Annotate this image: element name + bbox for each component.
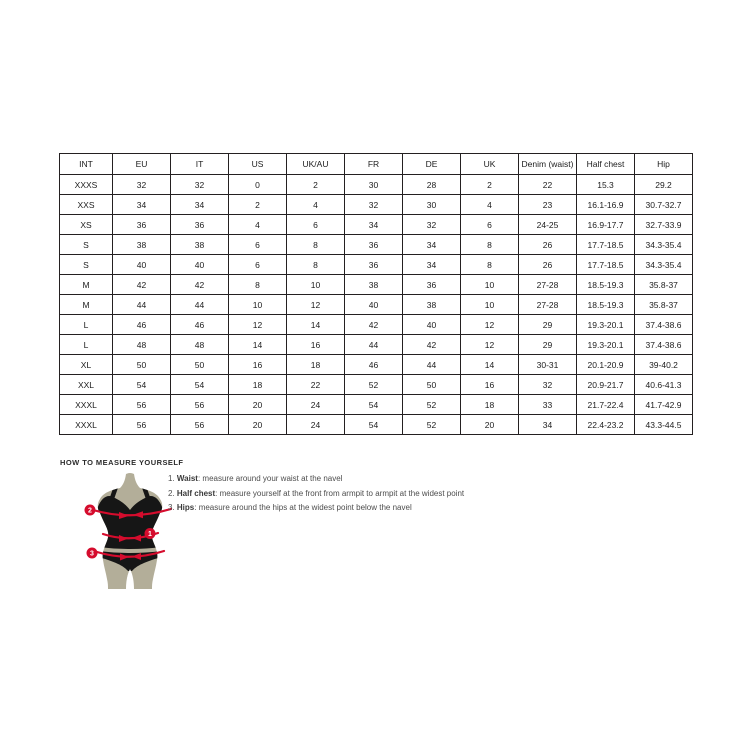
step-number: 3. bbox=[168, 503, 177, 512]
size-value-cell: 10 bbox=[461, 275, 519, 295]
size-value-cell: 44 bbox=[171, 295, 229, 315]
table-row bbox=[60, 195, 693, 215]
size-value-cell: 46 bbox=[345, 355, 403, 375]
size-value-cell: 14 bbox=[229, 335, 287, 355]
table-row bbox=[60, 315, 693, 335]
size-label-cell: XXL bbox=[60, 375, 113, 395]
table-row bbox=[60, 335, 693, 355]
badge-half-chest bbox=[85, 505, 96, 516]
size-value-cell: 29 bbox=[519, 315, 577, 335]
size-value-cell: 22 bbox=[287, 375, 345, 395]
size-value-cell: 8 bbox=[461, 235, 519, 255]
size-value-cell: 34.3-35.4 bbox=[635, 235, 693, 255]
size-chart-table bbox=[59, 153, 693, 435]
size-label-cell: S bbox=[60, 235, 113, 255]
size-label-cell: XXXL bbox=[60, 415, 113, 435]
size-value-cell: 21.7-22.4 bbox=[577, 395, 635, 415]
step-label: Half chest bbox=[176, 488, 216, 498]
size-value-cell: 50 bbox=[403, 375, 461, 395]
size-label-cell: XL bbox=[60, 355, 113, 375]
size-value-cell: 36 bbox=[403, 275, 461, 295]
size-value-cell: 54 bbox=[113, 375, 171, 395]
size-value-cell: 12 bbox=[287, 295, 345, 315]
size-value-cell: 18 bbox=[461, 395, 519, 415]
table-row bbox=[60, 235, 693, 255]
column-header: Denim (waist) bbox=[519, 154, 577, 175]
size-value-cell: 15.3 bbox=[577, 175, 635, 195]
size-value-cell: 23 bbox=[519, 195, 577, 215]
step-text: : measure around the hips at the widest point below the navel bbox=[194, 503, 412, 512]
size-label-cell: S bbox=[60, 255, 113, 275]
size-label-cell: XXXS bbox=[60, 175, 113, 195]
size-value-cell: 24 bbox=[287, 395, 345, 415]
size-value-cell: 44 bbox=[113, 295, 171, 315]
size-value-cell: 10 bbox=[287, 275, 345, 295]
size-value-cell: 2 bbox=[287, 175, 345, 195]
column-header: Hip bbox=[635, 154, 693, 175]
size-label-cell: L bbox=[60, 315, 113, 335]
size-value-cell: 40.6-41.3 bbox=[635, 375, 693, 395]
size-label-cell: M bbox=[60, 275, 113, 295]
size-value-cell: 22 bbox=[519, 175, 577, 195]
size-value-cell: 10 bbox=[229, 295, 287, 315]
size-value-cell: 12 bbox=[461, 335, 519, 355]
size-value-cell: 4 bbox=[287, 195, 345, 215]
size-value-cell: 16.9-17.7 bbox=[577, 215, 635, 235]
measure-step bbox=[168, 474, 464, 483]
size-value-cell: 39-40.2 bbox=[635, 355, 693, 375]
size-value-cell: 50 bbox=[171, 355, 229, 375]
size-value-cell: 20 bbox=[229, 415, 287, 435]
size-value-cell: 17.7-18.5 bbox=[577, 255, 635, 275]
size-value-cell: 12 bbox=[461, 315, 519, 335]
size-value-cell: 34 bbox=[171, 195, 229, 215]
step-text: : measure yourself at the front from armpit to armpit at the widest point bbox=[215, 488, 465, 498]
size-chart-body bbox=[60, 175, 693, 435]
size-value-cell: 41.7-42.9 bbox=[635, 395, 693, 415]
size-value-cell: 56 bbox=[171, 415, 229, 435]
badge-waist-number: 1 bbox=[148, 531, 152, 539]
size-value-cell: 32.7-33.9 bbox=[635, 215, 693, 235]
column-header: EU bbox=[113, 154, 171, 175]
size-value-cell: 18.5-19.3 bbox=[577, 275, 635, 295]
size-value-cell: 48 bbox=[171, 335, 229, 355]
column-header: FR bbox=[345, 154, 403, 175]
size-value-cell: 34 bbox=[113, 195, 171, 215]
size-value-cell: 37.4-38.6 bbox=[635, 335, 693, 355]
size-value-cell: 32 bbox=[113, 175, 171, 195]
size-value-cell: 35.8-37 bbox=[635, 275, 693, 295]
size-value-cell: 36 bbox=[345, 235, 403, 255]
size-value-cell: 2 bbox=[229, 195, 287, 215]
size-value-cell: 20.1-20.9 bbox=[577, 355, 635, 375]
size-value-cell: 56 bbox=[113, 395, 171, 415]
size-value-cell: 6 bbox=[229, 255, 287, 275]
size-value-cell: 36 bbox=[345, 255, 403, 275]
size-value-cell: 10 bbox=[461, 295, 519, 315]
size-value-cell: 40 bbox=[113, 255, 171, 275]
size-value-cell: 17.7-18.5 bbox=[577, 235, 635, 255]
size-value-cell: 52 bbox=[403, 395, 461, 415]
size-value-cell: 33 bbox=[519, 395, 577, 415]
size-label-cell: L bbox=[60, 335, 113, 355]
size-value-cell: 4 bbox=[229, 215, 287, 235]
table-row bbox=[60, 255, 693, 275]
size-value-cell: 30-31 bbox=[519, 355, 577, 375]
column-header: IT bbox=[171, 154, 229, 175]
size-value-cell: 18.5-19.3 bbox=[577, 295, 635, 315]
column-header: INT bbox=[60, 154, 113, 175]
size-value-cell: 4 bbox=[461, 195, 519, 215]
size-value-cell: 27-28 bbox=[519, 295, 577, 315]
size-value-cell: 42 bbox=[345, 315, 403, 335]
size-value-cell: 28 bbox=[403, 175, 461, 195]
table-row bbox=[60, 175, 693, 195]
size-value-cell: 44 bbox=[345, 335, 403, 355]
size-value-cell: 36 bbox=[113, 215, 171, 235]
size-value-cell: 18 bbox=[229, 375, 287, 395]
size-value-cell: 24 bbox=[287, 415, 345, 435]
table-row bbox=[60, 295, 693, 315]
size-value-cell: 42 bbox=[171, 275, 229, 295]
size-value-cell: 29.2 bbox=[635, 175, 693, 195]
step-text: : measure around your waist at the navel bbox=[197, 474, 343, 483]
size-value-cell: 2 bbox=[461, 175, 519, 195]
size-value-cell: 48 bbox=[113, 335, 171, 355]
size-value-cell: 34.3-35.4 bbox=[635, 255, 693, 275]
size-value-cell: 20 bbox=[461, 415, 519, 435]
measure-step bbox=[168, 503, 464, 512]
size-value-cell: 8 bbox=[461, 255, 519, 275]
step-label: Hips bbox=[176, 503, 195, 512]
size-value-cell: 34 bbox=[403, 235, 461, 255]
size-value-cell: 30 bbox=[345, 175, 403, 195]
size-value-cell: 36 bbox=[171, 215, 229, 235]
size-value-cell: 54 bbox=[171, 375, 229, 395]
size-value-cell: 40 bbox=[403, 315, 461, 335]
size-value-cell: 32 bbox=[345, 195, 403, 215]
size-value-cell: 40 bbox=[171, 255, 229, 275]
size-value-cell: 19.3-20.1 bbox=[577, 315, 635, 335]
measure-step bbox=[168, 489, 464, 498]
size-value-cell: 26 bbox=[519, 255, 577, 275]
size-value-cell: 34 bbox=[519, 415, 577, 435]
step-label: Waist bbox=[176, 474, 198, 483]
size-value-cell: 6 bbox=[461, 215, 519, 235]
size-value-cell: 30 bbox=[403, 195, 461, 215]
column-header: UK/AU bbox=[287, 154, 345, 175]
size-value-cell: 56 bbox=[171, 395, 229, 415]
badge-hips bbox=[87, 548, 98, 559]
size-label-cell: XS bbox=[60, 215, 113, 235]
size-value-cell: 20.9-21.7 bbox=[577, 375, 635, 395]
size-value-cell: 29 bbox=[519, 335, 577, 355]
size-value-cell: 32 bbox=[403, 215, 461, 235]
size-value-cell: 42 bbox=[113, 275, 171, 295]
size-value-cell: 8 bbox=[229, 275, 287, 295]
size-value-cell: 54 bbox=[345, 395, 403, 415]
table-row bbox=[60, 215, 693, 235]
table-row bbox=[60, 375, 693, 395]
size-value-cell: 38 bbox=[171, 235, 229, 255]
size-value-cell: 43.3-44.5 bbox=[635, 415, 693, 435]
step-number: 2. bbox=[168, 488, 177, 498]
table-row bbox=[60, 355, 693, 375]
size-value-cell: 8 bbox=[287, 255, 345, 275]
size-value-cell: 8 bbox=[287, 235, 345, 255]
column-header: Half chest bbox=[577, 154, 635, 175]
size-value-cell: 22.4-23.2 bbox=[577, 415, 635, 435]
size-value-cell: 54 bbox=[345, 415, 403, 435]
size-value-cell: 50 bbox=[113, 355, 171, 375]
size-value-cell: 19.3-20.1 bbox=[577, 335, 635, 355]
size-value-cell: 16 bbox=[461, 375, 519, 395]
size-value-cell: 20 bbox=[229, 395, 287, 415]
size-value-cell: 18 bbox=[287, 355, 345, 375]
size-value-cell: 38 bbox=[113, 235, 171, 255]
size-value-cell: 32 bbox=[171, 175, 229, 195]
step-number: 1. bbox=[168, 474, 177, 483]
size-value-cell: 34 bbox=[403, 255, 461, 275]
measure-steps bbox=[168, 474, 464, 518]
column-header: UK bbox=[461, 154, 519, 175]
badge-waist bbox=[145, 528, 156, 539]
size-value-cell: 40 bbox=[345, 295, 403, 315]
size-value-cell: 37.4-38.6 bbox=[635, 315, 693, 335]
size-value-cell: 35.8-37 bbox=[635, 295, 693, 315]
badge-half-chest-number: 2 bbox=[88, 507, 92, 515]
size-value-cell: 14 bbox=[287, 315, 345, 335]
size-value-cell: 6 bbox=[287, 215, 345, 235]
size-value-cell: 38 bbox=[345, 275, 403, 295]
size-value-cell: 44 bbox=[403, 355, 461, 375]
size-value-cell: 46 bbox=[113, 315, 171, 335]
size-value-cell: 52 bbox=[345, 375, 403, 395]
measure-section-title: HOW TO MEASURE YOURSELF bbox=[60, 458, 184, 467]
size-label-cell: M bbox=[60, 295, 113, 315]
size-value-cell: 42 bbox=[403, 335, 461, 355]
size-value-cell: 0 bbox=[229, 175, 287, 195]
size-value-cell: 52 bbox=[403, 415, 461, 435]
size-value-cell: 30.7-32.7 bbox=[635, 195, 693, 215]
size-value-cell: 46 bbox=[171, 315, 229, 335]
table-row bbox=[60, 395, 693, 415]
size-value-cell: 32 bbox=[519, 375, 577, 395]
size-value-cell: 16 bbox=[287, 335, 345, 355]
size-value-cell: 27-28 bbox=[519, 275, 577, 295]
size-value-cell: 16.1-16.9 bbox=[577, 195, 635, 215]
size-value-cell: 12 bbox=[229, 315, 287, 335]
size-value-cell: 56 bbox=[113, 415, 171, 435]
column-header: US bbox=[229, 154, 287, 175]
table-row bbox=[60, 415, 693, 435]
size-label-cell: XXS bbox=[60, 195, 113, 215]
column-header: DE bbox=[403, 154, 461, 175]
size-value-cell: 14 bbox=[461, 355, 519, 375]
size-value-cell: 24-25 bbox=[519, 215, 577, 235]
size-value-cell: 6 bbox=[229, 235, 287, 255]
size-label-cell: XXXL bbox=[60, 395, 113, 415]
table-row bbox=[60, 275, 693, 295]
size-value-cell: 34 bbox=[345, 215, 403, 235]
size-chart-header-row bbox=[60, 154, 693, 175]
badge-hips-number: 3 bbox=[90, 550, 94, 558]
size-value-cell: 26 bbox=[519, 235, 577, 255]
size-value-cell: 16 bbox=[229, 355, 287, 375]
size-value-cell: 38 bbox=[403, 295, 461, 315]
